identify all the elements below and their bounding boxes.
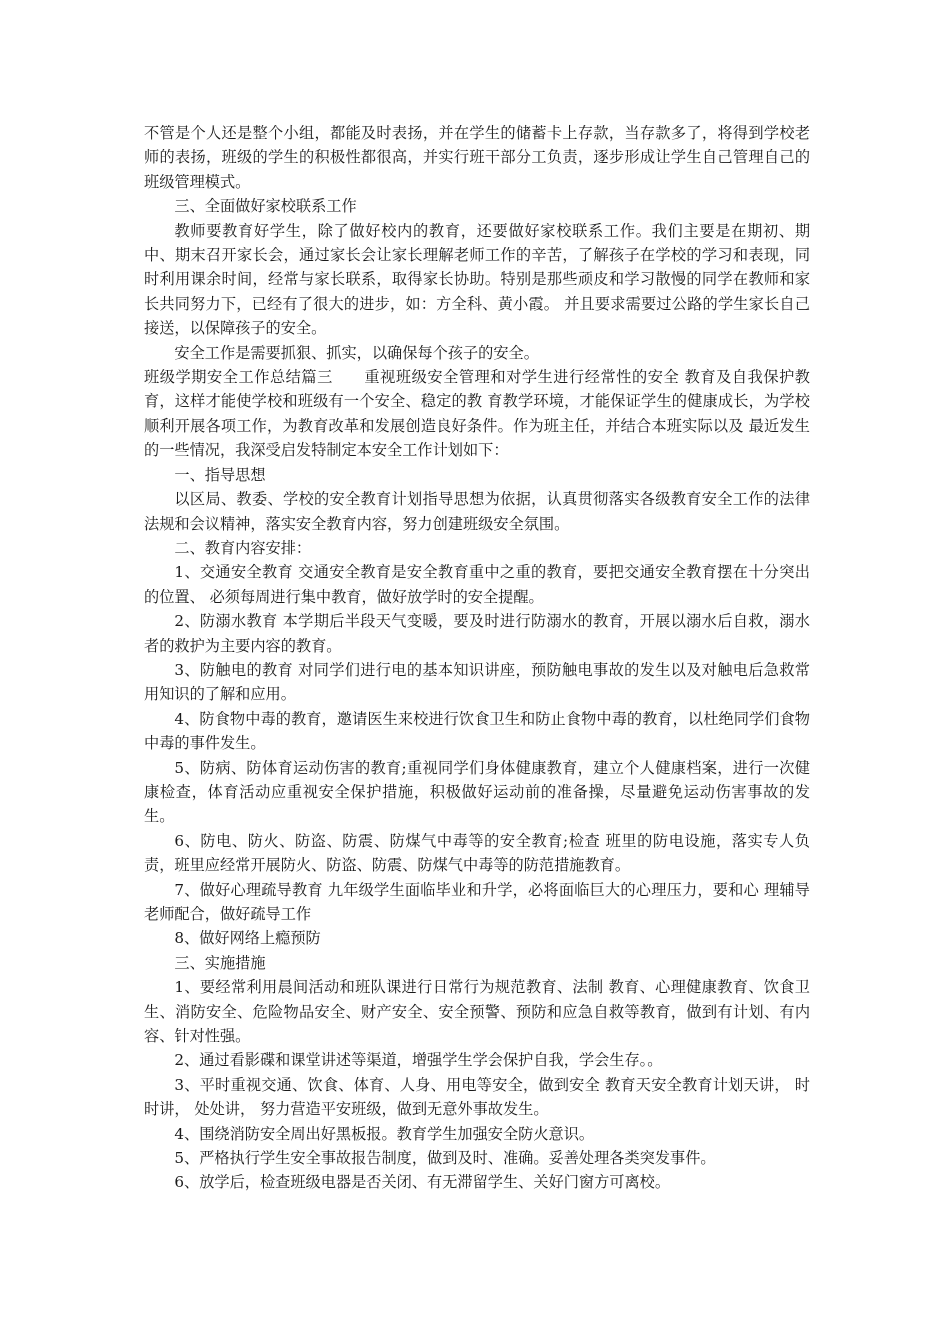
list-item-food-poisoning: 4、防食物中毒的教育，邀请医生来校进行饮食卫生和防止食物中毒的教育，以杜绝同学们食物中毒的事件发生。 xyxy=(144,709,810,753)
list-item-measure-4: 4、围绕消防安全周出好黑板报。教育学生加强安全防火意识。 xyxy=(174,1124,595,1143)
list-item-measure-5: 5、严格执行学生安全事故报告制度，做到及时、准确。妥善处理各类突发事件。 xyxy=(174,1149,716,1168)
document-page xyxy=(144,121,810,1195)
list-item-psychology: 7、做好心理疏导教育 九年级学生面临毕业和升学，必将面临巨大的心理压力，要和心 理辅导老师配合，做好疏导工作 xyxy=(144,880,810,923)
list-item-sports-injury: 5、防病、防体育运动伤害的教育;重视同学们身体健康教育，建立个人健康档案，进行一次健康检查，体育活动应重视安全保护措施，积极做好运动前的准备操，尽量避免运动伤害事故的发生。 xyxy=(144,758,810,826)
list-item-measure-3: 3、平时重视交通、饮食、体育、人身、用电等安全，做到安全 教育天安全教育计划天讲， 时时讲， 处处讲， 努力营造平安班级，做到无意外事故发生。 xyxy=(144,1075,810,1119)
list-item-measure-6: 6、放学后，检查班级电器是否关闭、有无滞留学生、关好门窗方可离校。 xyxy=(174,1173,671,1192)
section-heading-measures: 三、实施措施 xyxy=(174,953,266,972)
list-item-electric-shock: 3、防触电的教育 对同学们进行电的基本知识讲座，预防触电事故的发生以及对触电后急救常用知识的了解和应用。 xyxy=(144,660,810,704)
section-heading-guiding-idea: 一、指导思想 xyxy=(174,465,266,484)
paragraph-1: 不管是个人还是整个小组，都能及时表扬，并在学生的储蓄卡上存款，当存款多了，将得到学校老师的表扬，班级的学生的积极性都很高，并实行班干部分工负责，逐步形成让学生自己管理自己的班级管理模式。 xyxy=(144,124,810,191)
list-item-measure-2: 2、通过看影碟和课堂讲述等渠道，增强学生学会保护自我，学会生存。。 xyxy=(174,1051,663,1070)
paragraph-guiding-idea: 以区局、教委、学校的安全教育计划指导思想为依据，认真贯彻落实各级教育安全工作的法律法规和会议精神，落实安全教育内容，努力创建班级安全氛围。 xyxy=(144,490,810,533)
list-item-traffic: 1、交通安全教育 交通安全教育是安全教育重中之重的教育，要把交通安全教育摆在十分突出的位置、 必须每周进行集中教育，做好放学时的安全提醒。 xyxy=(144,563,810,606)
section-heading-home-school: 三、全面做好家校联系工作 xyxy=(174,197,357,216)
list-item-measure-1: 1、要经常利用晨间活动和班队课进行日常行为规范教育、法制 教育、心理健康教育、饮食卫生、消防安全、危险物品安全、财产安全、安全预警、预防和应急自救等教育，做到有计划、有内容、针对性强。 xyxy=(144,978,810,1046)
paragraph-part-three-intro: 班级学期安全工作总结篇三 重视班级安全管理和对学生进行经常性的安全 教育及自我保护教育，这样才能使学校和班级有一个安全、稳定的教 育教学环境，才能保证学生的健康成长，为学校顺利开展各项工作，为教育改革和发展创造良好条件。作为班主任，并结合本班实际以及 最近发生的一些情况，我深受启发特制定本安全工作计划如下： xyxy=(144,368,810,460)
list-item-fire-theft: 6、防电、防火、防盗、防震、防煤气中毒等的安全教育;检查 班里的防电设施，落实专人负责，班里应经常开展防火、防盗、防震、防煤气中毒等的防范措施教育。 xyxy=(144,831,810,875)
section-heading-content: 二、教育内容安排： xyxy=(174,538,312,557)
list-item-internet: 8、做好网络上瘾预防 xyxy=(174,929,321,948)
paragraph-safety-summary: 安全工作是需要抓狠、抓实，以确保每个孩子的安全。 xyxy=(174,343,539,362)
list-item-drowning: 2、防溺水教育 本学期后半段天气变暖，要及时进行防溺水的教育，开展以溺水后自救，溺水者的救护为主要内容的教育。 xyxy=(144,612,810,655)
paragraph-home-school: 教师要教育好学生，除了做好校内的教育，还要做好家校联系工作。我们主要是在期初、期中、期末召开家长会，通过家长会让家长理解老师工作的辛苦，了解孩子在学校的学习和表现，同时利用课余时间，经常与家长联系，取得家长协助。特别是那些顽皮和学习散慢的同学在教师和家长共同努力下，已经有了很大的进步，如：方全科、黄小霞。 并且要求需要过公路的学生家长自己接送，以保障孩子的安全。 xyxy=(144,221,810,338)
